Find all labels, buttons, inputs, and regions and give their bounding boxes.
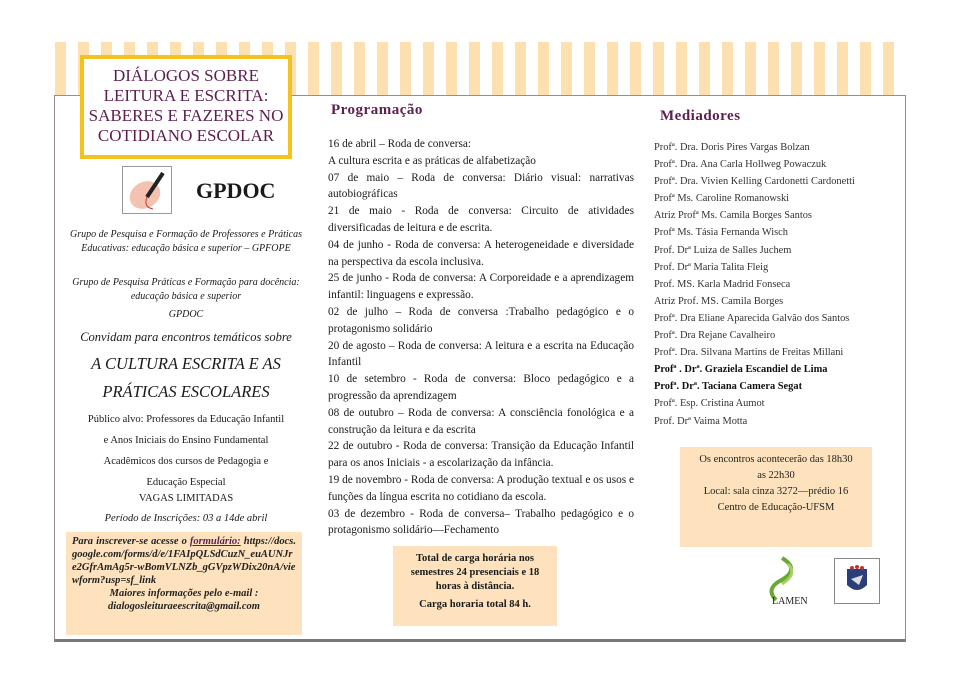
programacao-item: 07 de maio – Roda de conversa: Diário visual: narrativas autobiográficas [328,171,634,201]
mediador-item: Atriz Prof. MS. Camila Borges [654,295,784,307]
mediadores-list [654,139,855,430]
programacao-item: 02 de julho – Roda de conversa :Trabalho pedagógico e o protagonismo solidário [328,305,634,335]
programacao-item: 22 de outubro - Roda de conversa: Transição da Educação Infantil para os anos Iniciais - a escolarização da infância. [328,440,634,470]
theme-line: A CULTURA ESCRITA E AS [91,354,281,373]
programacao-item: 20 de agosto – Roda de conversa: A leitura e a escrita na Educação Infantil [328,339,634,369]
programacao-item: 10 de setembro - Roda de conversa: Bloco pedagógico e a progressão da aprendizagem [328,373,634,402]
contact-email[interactable]: dialogosleituraeescrita@gmail.com [108,601,260,612]
registration-box [66,532,302,635]
location-center: Centro de Educação-UFSM [717,502,835,513]
workload-total: Carga horaria total 84 h. [419,599,531,610]
programacao-item: 21 de maio - Roda de conversa: Circuito de atividades diversificadas de leitura e de escrita. [328,205,634,234]
group1-text: Grupo de Pesquisa e Formação de Professores e Práticas Educativas: educação básica e superior – GPFOPE [69,229,302,254]
mediador-item: Profª. Dra. Doris Pires Vargas Bolzan [654,142,810,153]
registration-period: Período de Inscrições: 03 a 14de abril [104,513,268,524]
location-box [680,447,872,547]
mediador-item: Prof. Drª Maria Talita Fleig [654,261,769,273]
mediador-item: Profª. Dra Eliane Aparecida Galvão dos Santos [654,312,850,324]
invite-text: Convidam para encontros temáticos sobre [80,330,292,344]
group2-text: Grupo de Pesquisa Práticas e Formação para docência: educação básica e superior [72,277,300,302]
audience [62,409,310,493]
gpdoc-label: GPDOC [196,178,276,203]
form-link[interactable]: formulário: [189,536,241,547]
workload-text: Total de carga horária nos semestres 24 presenciais e 18 horas à distância. [410,553,540,592]
location-place: Local: sala cinza 3272—prédio 16 [703,486,849,497]
lamen-logo [762,556,810,606]
mediador-item: Profª. Dra. Silvana Martins de Freitas Millani [654,347,844,359]
vagas-limitadas: VAGAS LIMITADAS [138,493,234,504]
mediador-item: Prof. MS. Karla Madrid Fonseca [654,278,791,290]
mediador-item: Atriz Profª Ms. Camila Borges Santos [654,210,812,222]
mediador-item: Prof. Drª Luiza de Salles Juchem [654,244,792,256]
title-line: SABERES E FAZERES NO [88,106,284,125]
audience-line: e Anos Iniciais do Ensino Fundamental [103,435,269,446]
lamen-logo-text: LAMEN [772,596,808,606]
ufsm-seal [834,558,880,604]
gpfope-logo [122,166,172,214]
schedule-time: Os encontros acontecerão das 18h30 as 22h30 [699,454,853,481]
programacao-list [328,136,634,539]
group2-abbr: GPDOC [168,309,204,320]
programacao-item: 19 de novembro - Roda de conversa: A produção textual e os usos e funções da língua escrita no cotidiano da escola. [328,473,634,503]
title-line: DIÁLOGOS SOBRE [113,66,259,85]
form-url[interactable]: https://docs.google.com/forms/d/e/1FAIpQLSdCuzN_euAUNJre2GfrAmAg5r-wBomVLNZb_gGVpzWDix20nA/viewform?usp=sf_link [72,536,296,586]
mediador-item: Profª. Esp. Cristina Aumot [654,398,765,410]
programacao-item: 16 de abril – Roda de conversa: [328,138,472,150]
title-line: COTIDIANO ESCOLAR [97,126,275,145]
more-info-label: Maiores informações pelo e-mail : [109,588,259,599]
programacao-item: 04 de junho - Roda de conversa: A heterogeneidade e diversidade na perspectiva da escola inclusiva. [328,238,634,268]
theme-line: PRÁTICAS ESCOLARES [102,382,270,401]
mediador-item: Profª. Dra. Ana Carla Hollweg Powaczuk [654,159,827,171]
mediador-item: Profª. Dra. Vivien Kelling Cardonetti Cardonetti [654,176,855,188]
registration-prefix: Para inscrever-se acesse o [72,536,187,547]
mediador-item: Profª Ms. Caroline Romanowski [654,193,790,205]
mediador-item: Profª Ms. Tásia Fernanda Wisch [654,227,788,239]
programacao-item: 25 de junho - Roda de conversa: A Corporeidade e a aprendizagem infantil: linguagens e expressão. [328,272,634,302]
programacao-item: A cultura escrita e as práticas de alfabetização [328,154,536,167]
audience-line: Público alvo: Professores da Educação Infantil [87,414,285,425]
mediadores-heading: Mediadores [660,108,741,124]
programacao-item: 08 de outubro – Roda de conversa: A consciência fonológica e a construção da leitura e da escrita [328,406,634,436]
workload-box [393,546,557,626]
mediador-item: Profª. Dra Rejane Cavalheiro [654,330,776,342]
programacao-heading: Programação [331,102,423,118]
audience-line: Educação Especial [146,477,226,488]
audience-line: Acadêmicos dos cursos de Pedagogia e [103,456,269,467]
mediador-item: Profª . Drª. Graziela Escandiel de Lima [654,364,828,376]
event-title [80,55,292,159]
programacao-item: 03 de dezembro - Roda de conversa– Trabalho pedagógico e o protagonismo solidário—Fechamento [328,507,634,537]
mediador-item: Profª. Drª. Taciana Camera Segat [654,381,803,393]
mediador-item: Prof. Drª Vaima Motta [654,415,748,427]
title-line: LEITURA E ESCRITA: [103,86,269,105]
